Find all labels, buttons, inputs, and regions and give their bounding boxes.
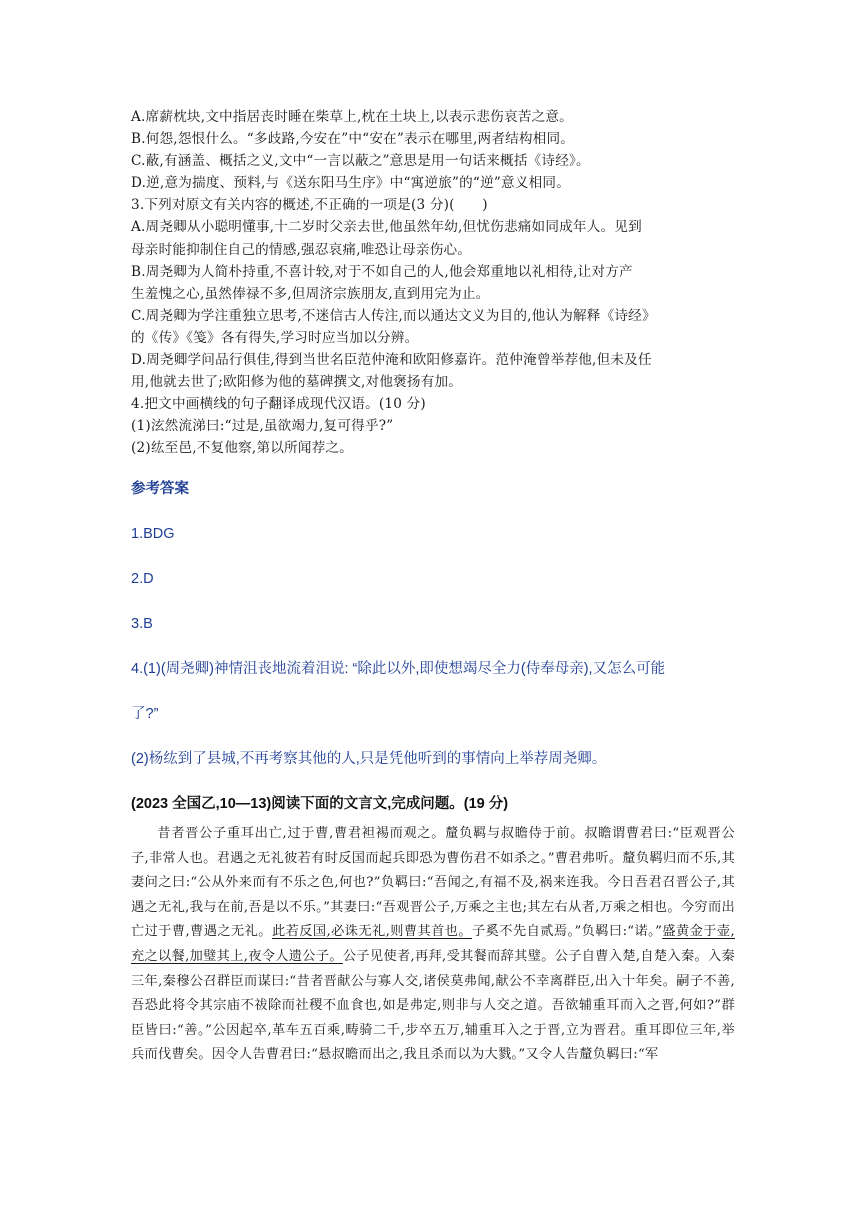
answer-key <box>131 478 751 793</box>
option-c-line: C.蔽,有涵盖、概括之义,文中“一言以蔽之”意思是用一句话来概括《诗经》。 <box>131 153 590 170</box>
option-b-line: B.何怨,怨恨什么。“多歧路,今安在”中“安在”表示在哪里,两者结构相同。 <box>131 131 575 148</box>
answer-1: 1.BDG <box>131 526 175 542</box>
q3-option-a-line-2: 母亲时能抑制住自己的情感,强忍哀痛,唯恐让母亲伤心。 <box>131 241 472 258</box>
q3-option-d-line-1: D.周尧卿学问品行俱佳,得到当世名臣范仲淹和欧阳修嘉许。范仲淹曾举荐他,但未及任 <box>131 352 652 369</box>
passage-paragraph <box>131 822 735 1068</box>
section-heading: (2023 全国乙,10—13)阅读下面的文言文,完成问题。(19 分) <box>131 796 509 812</box>
q4-sentence-2: (2)纮至邑,不复他察,第以所闻荐之。 <box>131 440 354 457</box>
question-block <box>131 106 741 460</box>
q3-option-c-line-1: C.周尧卿为学注重独立思考,不迷信古人传注,而以通达文义为目的,他认为解释《诗经》 <box>131 307 656 324</box>
q3-option-a-line-1: A.周尧卿从小聪明懂事,十二岁时父亲去世,他虽然年幼,但忧伤悲痛如同成年人。见到 <box>131 219 642 236</box>
underlined-sentence-1: 此若反国,必诛无礼,则曹其首也。 <box>271 924 473 940</box>
question-4-stem: 4.把文中画横线的句子翻译成现代汉语。(10 分) <box>131 396 426 413</box>
answer-key-title: 参考答案 <box>131 481 189 497</box>
q4-sentence-1: (1)泫然流涕曰:“过是,虽欲竭力,复可得乎?” <box>131 418 394 435</box>
passage-text-3: 公子见使者,再拜,受其餐而辞其璧。公子自曹入楚,自楚入秦。入秦三年,秦穆公召群臣而谋曰:“昔者晋献公与寡人交,诸侯莫弗闻,献公不幸离群臣,出入十年矣。嗣子不善,吾恐此将令其宗庙不祓除而社稷不血食也,如是弗定,则非与人交之道。吾欲辅重耳而入之晋,何如?”群臣皆曰:“善。”公因起卒,革车五百乘,畴骑二千,步卒五万,辅重耳入之于晋,立为晋君。重耳即位三年,举兵而伐曹矣。因令人告曹君曰:“悬叔瞻而出之,我且杀而以为大戮。”又令人告釐负羁曰:“军 <box>131 948 736 1063</box>
option-d-line: D.逆,意为揣度、预料,与《送东阳马生序》中“寓逆旅”的“逆”意义相同。 <box>131 175 570 192</box>
q3-option-b-line-2: 生羞愧之心,虽然俸禄不多,但周济宗族朋友,直到用完为止。 <box>131 285 490 302</box>
answer-2: 2.D <box>131 571 154 587</box>
option-a-line: A.席薪枕块,文中指居丧时睡在柴草上,枕在土块上,以表示悲伤哀苦之意。 <box>131 109 573 125</box>
passage-text-1: 昔者晋公子重耳出亡,过于曹,曹君袒裼而观之。釐负羁与叔瞻侍于前。叔瞻谓曹君曰:“臣观晋公子,非常人也。君遇之无礼彼若有时反国而起兵即恐为曹伤君不如杀之。”曹君弗听。釐负羁归而不乐,其妻问之曰:“公从外来而有不乐之色,何也?”负羁曰:“吾闻之,有福不及,祸来连我。今日吾君召晋公子,其遇之无礼,我与在前,吾是以不乐。”其妻曰:“吾观晋公子,万乘之主也;其左右从者,万乘之相也。今穷而出亡过于曹,曹遇之无礼。 <box>131 826 735 940</box>
q3-option-c-line-2: 的《传》《笺》各有得失,学习时应当加以分辨。 <box>131 329 419 346</box>
underlined-sentence-2: 盛黄金于壶,充之以餐,加璧其上,夜令人遗公子。 <box>131 924 735 964</box>
question-3-stem: 3.下列对原文有关内容的概述,不正确的一项是(3 分)( ) <box>131 197 488 214</box>
passage-text-2: 子奚不先自贰焉。”负羁曰:“诺。” <box>472 924 663 940</box>
q3-option-b-line-1: B.周尧卿为人简朴持重,不喜计较,对于不如自己的人,他会郑重地以礼相待,让对方产 <box>131 263 633 280</box>
answer-4-line-2: 了?” <box>131 706 159 722</box>
answer-4-part-2: (2)杨纮到了县城,不再考察其他的人,只是凭他听到的事情向上举荐周尧卿。 <box>131 751 607 767</box>
classical-passage <box>131 822 735 1068</box>
answer-3: 3.B <box>131 616 153 632</box>
answer-4-line-1: 4.(1)(周尧卿)神情沮丧地流着泪说: “除此以外,即使想竭尽全力(侍奉母亲),又怎么可能 <box>131 661 666 677</box>
q3-option-d-line-2: 用,他就去世了;欧阳修为他的墓碑撰文,对他褒扬有加。 <box>131 374 463 391</box>
